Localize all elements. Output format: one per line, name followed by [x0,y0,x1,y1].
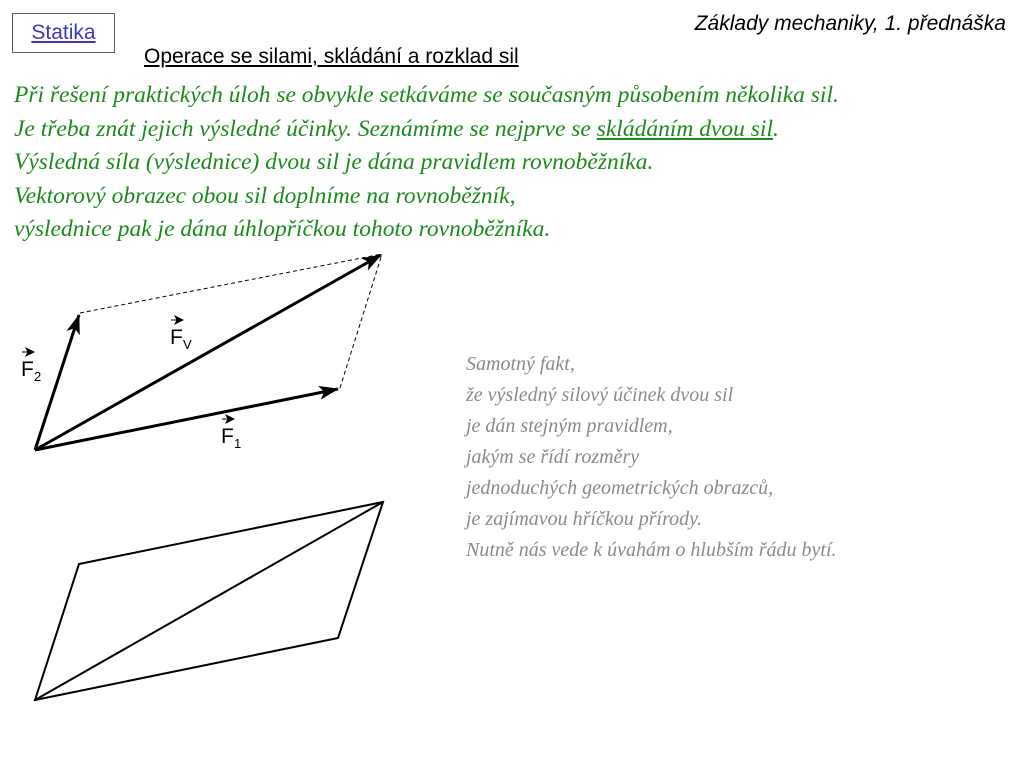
note-line: Samotný fakt, [466,353,575,375]
note-line: je zajímavou hříčkou přírody. [466,508,702,530]
f1-subscript: 1 [234,436,242,451]
intro-line-5: výslednice pak je dána úhlopříčkou tohoto rovnoběžníka. [14,216,551,242]
note-line: jakým se řídí rozměry [466,446,640,468]
fv-letter: F [170,326,183,349]
resultant-fv-arrow [35,255,381,450]
philosophical-note [466,349,837,566]
intro-line-1: Při řešení praktických úloh se obvykle setkáváme se současným působením několika sil. [14,82,839,108]
course-title: Základy mechaniky, 1. přednáška [694,12,1006,35]
geometric-parallelogram [35,502,383,700]
f2-subscript: 2 [34,369,42,384]
note-line: je dán stejným pravidlem, [466,415,673,437]
intro-line-3: Výsledná síla (výslednice) dvou sil je dána pravidlem rovnoběžníka. [14,149,654,175]
f1-letter: F [221,425,234,448]
lecture-subtitle: Operace se silami, skládání a rozklad sil [144,45,519,68]
force-f1-arrow [35,389,338,450]
note-line: Nutně nás vede k úvahám o hlubším řádu bytí. [466,539,837,561]
statika-link[interactable]: Statika [12,13,115,53]
skladani-sil-link[interactable]: skládáním dvou sil [596,115,773,142]
intro-line-2-text: Je třeba znát jejich výsledné účinky. Seznámíme se nejprve se [14,115,597,142]
note-line: jednoduchých geometrických obrazců, [466,477,774,499]
label-f2 [21,352,41,384]
fv-subscript: V [183,337,192,352]
note-line: že výsledný silový účinek dvou sil [466,384,734,406]
label-fv [170,320,192,352]
f2-letter: F [21,358,34,381]
parallelogram-diagonal [35,502,383,700]
dashed-edge-top [80,254,382,313]
parallelogram-construction [35,254,382,450]
label-f1 [221,419,241,451]
intro-line-4: Vektorový obrazec obou sil doplníme na rovnoběžník, [14,182,516,209]
intro-line-2-end: . [772,115,779,142]
